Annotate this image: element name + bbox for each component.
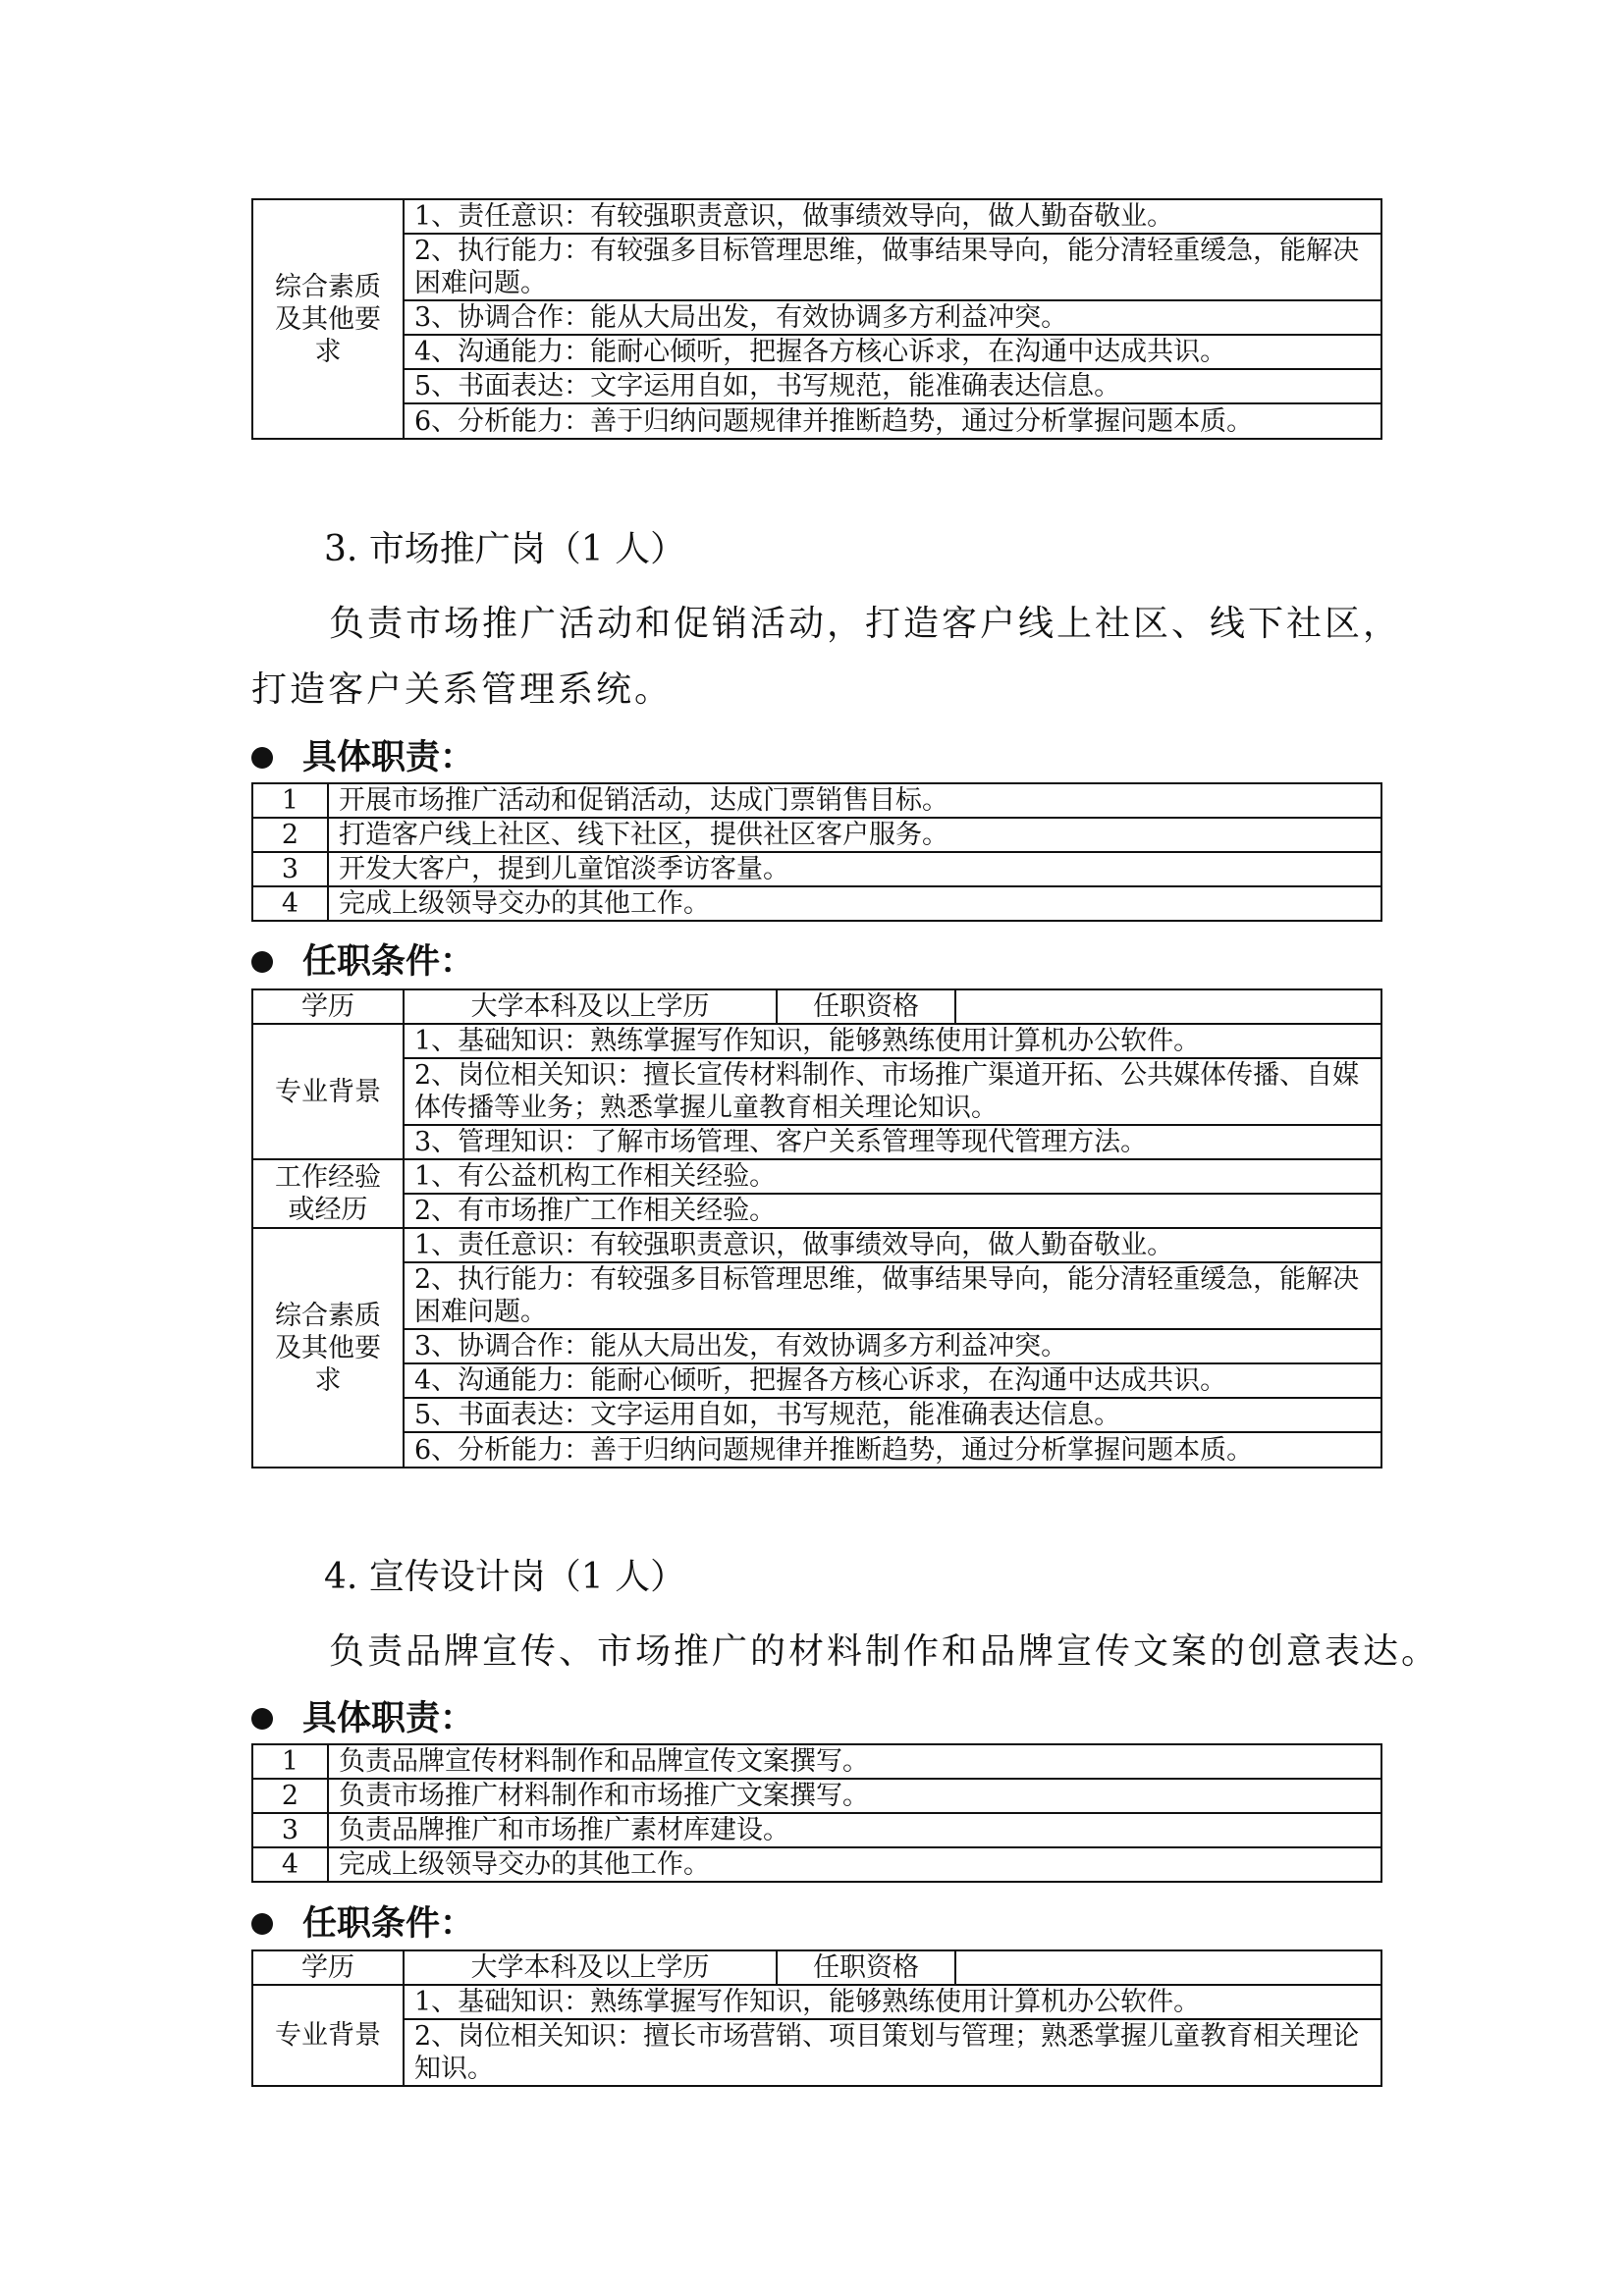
section3-desc-line1: 负责市场推广活动和促销活动，打造客户线上社区、线下社区， — [329, 604, 1402, 644]
duty-number: 2 — [252, 818, 328, 852]
exp-item: 2、有市场推广工作相关经验。 — [404, 1194, 1381, 1228]
quality-item: 6、分析能力：善于归纳问题规律并推断趋势，通过分析掌握问题本质。 — [404, 1432, 1381, 1468]
section3-duties-table — [251, 782, 1382, 922]
edu-value: 大学本科及以上学历 — [404, 989, 777, 1024]
quality-item: 5、书面表达：文字运用自如，书写规范，能准确表达信息。 — [404, 369, 1381, 403]
major-label: 专业背景 — [252, 1024, 404, 1159]
quality-item: 1、责任意识：有较强职责意识，做事绩效导向，做人勤奋敬业。 — [404, 199, 1381, 234]
section4-duties-table — [251, 1743, 1382, 1883]
qual-label: 任职资格 — [777, 1950, 955, 1985]
edu-label: 学历 — [252, 989, 404, 1024]
duty-number: 1 — [252, 1744, 328, 1779]
qual-value — [955, 1950, 1381, 1985]
edu-label: 学历 — [252, 1950, 404, 1985]
quality-item: 4、沟通能力：能耐心倾听，把握各方核心诉求，在沟通中达成共识。 — [404, 335, 1381, 369]
major-label: 专业背景 — [252, 1985, 404, 2086]
quality-item: 4、沟通能力：能耐心倾听，把握各方核心诉求，在沟通中达成共识。 — [404, 1363, 1381, 1398]
top-quality-table — [251, 198, 1382, 440]
duties-label: 具体职责： — [302, 1699, 475, 1738]
section3-conditions-table — [251, 988, 1382, 1468]
duty-text: 开发大客户，提到儿童馆淡季访客量。 — [328, 852, 1381, 886]
duty-number: 3 — [252, 1813, 328, 1847]
qual-label: 任职资格 — [777, 989, 955, 1024]
quality-item: 2、执行能力：有较强多目标管理思维，做事结果导向，能分清轻重缓急，能解决困难问题。 — [404, 1262, 1381, 1329]
duty-text: 完成上级领导交办的其他工作。 — [328, 886, 1381, 921]
section4-heading: 4. 宣传设计岗（1 人） — [324, 1557, 686, 1597]
section3-desc-line2: 打造客户关系管理系统。 — [251, 669, 674, 710]
duty-number: 4 — [252, 886, 328, 921]
duty-text: 负责品牌宣传材料制作和品牌宣传文案撰写。 — [328, 1744, 1381, 1779]
exp-item: 1、有公益机构工作相关经验。 — [404, 1159, 1381, 1194]
duty-text: 完成上级领导交办的其他工作。 — [328, 1847, 1381, 1882]
duty-number: 1 — [252, 783, 328, 818]
bullet-icon — [251, 1708, 273, 1730]
major-item: 2、岗位相关知识：擅长宣传材料制作、市场推广渠道开拓、公共媒体传播、自媒体传播等业务；熟悉掌握儿童教育相关理论知识。 — [404, 1058, 1381, 1125]
exp-label: 工作经验或经历 — [252, 1159, 404, 1228]
duty-text: 打造客户线上社区、线下社区，提供社区客户服务。 — [328, 818, 1381, 852]
major-item: 2、岗位相关知识：擅长市场营销、项目策划与管理；熟悉掌握儿童教育相关理论知识。 — [404, 2019, 1381, 2086]
bullet-icon — [251, 747, 273, 769]
quality-item: 3、协调合作：能从大局出发，有效协调多方利益冲突。 — [404, 1329, 1381, 1363]
major-item: 1、基础知识：熟练掌握写作知识，能够熟练使用计算机办公软件。 — [404, 1985, 1381, 2019]
quality-label: 综合素质及其他要求 — [252, 199, 404, 439]
quality-item: 3、协调合作：能从大局出发，有效协调多方利益冲突。 — [404, 300, 1381, 335]
section4-conditions-table — [251, 1949, 1382, 2087]
duty-text: 开展市场推广活动和促销活动，达成门票销售目标。 — [328, 783, 1381, 818]
section3-duties-heading — [251, 736, 474, 779]
quality-item: 6、分析能力：善于归纳问题规律并推断趋势，通过分析掌握问题本质。 — [404, 403, 1381, 439]
section4-desc-line1: 负责品牌宣传、市场推广的材料制作和品牌宣传文案的创意表达。 — [329, 1631, 1440, 1672]
section4-duties-heading — [251, 1697, 474, 1740]
bullet-icon — [251, 1913, 273, 1935]
conditions-label: 任职条件： — [302, 942, 475, 982]
quality-item: 2、执行能力：有较强多目标管理思维，做事结果导向，能分清轻重缓急，能解决困难问题。 — [404, 234, 1381, 300]
section3-conditions-heading — [251, 940, 474, 984]
duty-number: 4 — [252, 1847, 328, 1882]
quality-label: 综合素质及其他要求 — [252, 1228, 404, 1468]
major-item: 1、基础知识：熟练掌握写作知识，能够熟练使用计算机办公软件。 — [404, 1024, 1381, 1058]
section3-heading: 3. 市场推广岗（1 人） — [324, 529, 686, 569]
duty-text: 负责市场推广材料制作和市场推广文案撰写。 — [328, 1779, 1381, 1813]
edu-value: 大学本科及以上学历 — [404, 1950, 777, 1985]
duty-number: 3 — [252, 852, 328, 886]
quality-item: 1、责任意识：有较强职责意识，做事绩效导向，做人勤奋敬业。 — [404, 1228, 1381, 1262]
section4-conditions-heading — [251, 1902, 474, 1946]
bullet-icon — [251, 951, 273, 973]
conditions-label: 任职条件： — [302, 1904, 475, 1944]
duty-text: 负责品牌推广和市场推广素材库建设。 — [328, 1813, 1381, 1847]
qual-value — [955, 989, 1381, 1024]
major-item: 3、管理知识：了解市场管理、客户关系管理等现代管理方法。 — [404, 1125, 1381, 1159]
duty-number: 2 — [252, 1779, 328, 1813]
quality-item: 5、书面表达：文字运用自如，书写规范，能准确表达信息。 — [404, 1398, 1381, 1432]
duties-label: 具体职责： — [302, 738, 475, 777]
